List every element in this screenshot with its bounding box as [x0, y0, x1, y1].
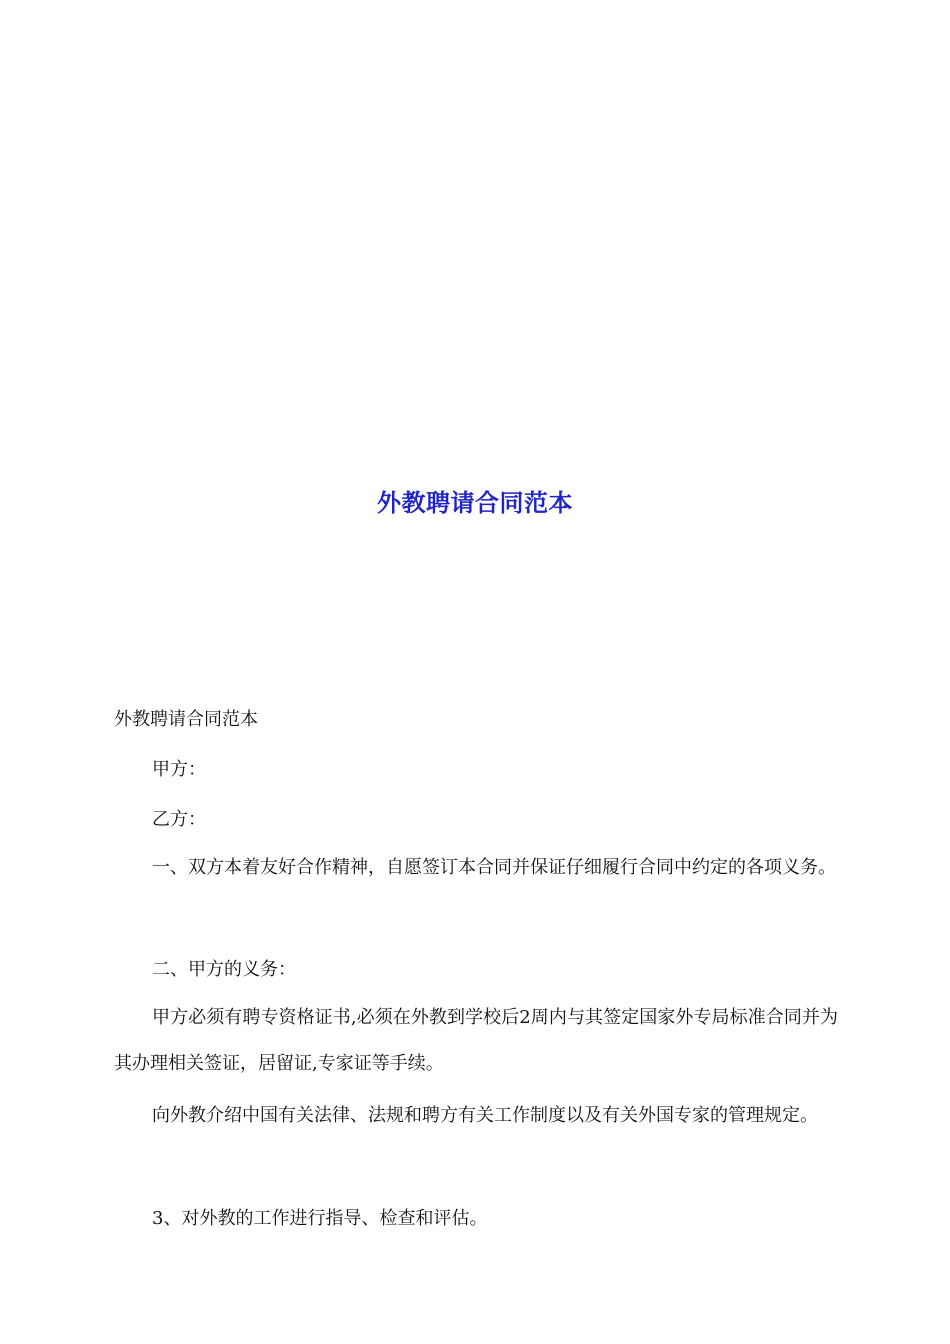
body-heading: 外教聘请合同范本: [114, 709, 258, 730]
party-a-label: 甲方：: [152, 759, 206, 780]
clause-2-item-1: 甲方必须有聘专资格证书,必须在外教到学校后2周内与其签定国家外专局标准合同并为其办理相关签证，居留证,专家证等手续。: [114, 1007, 838, 1074]
document-title: 外教聘请合同范本: [377, 488, 573, 517]
clause-1-paragraph: 一、双方本着友好合作精神，自愿签订本合同并保证仔细履行合同中约定的各项义务。: [152, 857, 836, 878]
clause-2-heading: 二、甲方的义务：: [152, 959, 296, 980]
clause-2-item-3: 3、对外教的工作进行指导、检查和评估。: [152, 1208, 488, 1229]
party-b-label: 乙方：: [152, 809, 206, 830]
clause-2-item-2: 向外教介绍中国有关法律、法规和聘方有关工作制度以及有关外国专家的管理规定。: [152, 1105, 818, 1126]
